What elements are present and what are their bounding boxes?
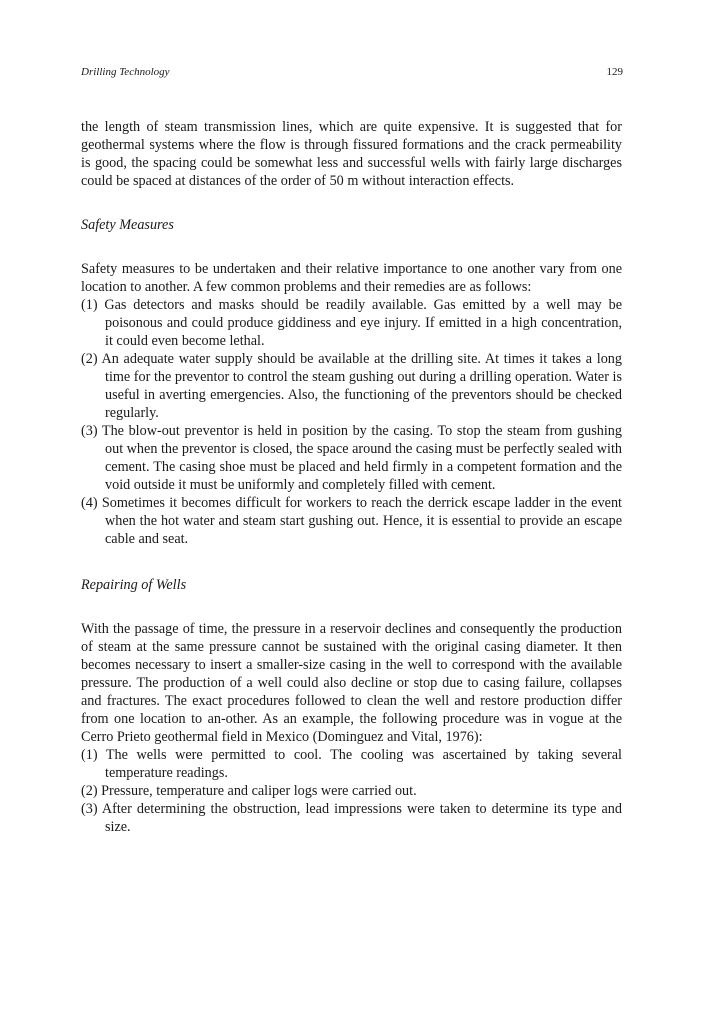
list-item: (1) Gas detectors and masks should be readily available. Gas emitted by a well may be poisonous and could produce giddiness and eye injury. If emitted in a high concentration, it could even become lethal.	[81, 297, 622, 349]
list-item: (4) Sometimes it becomes difficult for workers to reach the derrick escape ladder in the event when the hot water and steam start gushing out. Hence, it is essential to provide an escape cable and seat.	[81, 495, 622, 547]
list-item: (2) An adequate water supply should be available at the drilling site. At times it takes a long time for the preventor to control the steam gushing out during a drilling operation. Water is useful in averting emergencies. Also, the functioning of the preventors should be checked regularly.	[81, 351, 622, 421]
running-title: Drilling Technology	[81, 66, 170, 78]
safety-list	[81, 296, 622, 548]
page-body	[81, 118, 622, 836]
repairing-intro-paragraph: With the passage of time, the pressure in a reservoir declines and consequently the production of steam at the same pressure cannot be sustained with the original casing diameter. It then becomes necessary to insert a smaller-size casing in the well to correspond with the available pressure. The production of a well could also decline or stop due to casing failure, collapses and fractures. The exact procedures followed to clean the well and restore production differ from one location to an-other. As an example, the following procedure was in vogue at the Cerro Prieto geothermal field in Mexico (Dominguez and Vital, 1976):	[81, 621, 622, 745]
section-heading-safety: Safety Measures	[81, 217, 174, 233]
page-number: 129	[606, 66, 623, 78]
safety-intro-paragraph: Safety measures to be undertaken and their relative importance to one another vary from one location to another. A few common problems and their remedies are as follows:	[81, 261, 622, 295]
repairing-list	[81, 746, 622, 836]
list-item: (1) The wells were permitted to cool. The cooling was ascertained by taking several temperature readings.	[81, 747, 622, 781]
intro-paragraph: the length of steam transmission lines, which are quite expensive. It is suggested that for geothermal systems where the flow is through fissured formations and the crack permeability is good, the spacing could be somewhat less and successful wells with fairly large discharges could be spaced at distances of the order of 50 m without interaction effects.	[81, 119, 622, 189]
list-item: (3) After determining the obstruction, lead impressions were taken to determine its type and size.	[81, 801, 622, 835]
running-header	[81, 66, 623, 78]
list-item: (2) Pressure, temperature and caliper logs were carried out.	[81, 783, 417, 799]
section-heading-repairing: Repairing of Wells	[81, 577, 187, 593]
list-item: (3) The blow-out preventor is held in position by the casing. To stop the steam from gushing out when the preventor is closed, the space around the casing must be perfectly sealed with cement. The casing shoe must be placed and held firmly in a competent formation and the void outside it must be uniformly and completely filled with cement.	[81, 423, 622, 493]
